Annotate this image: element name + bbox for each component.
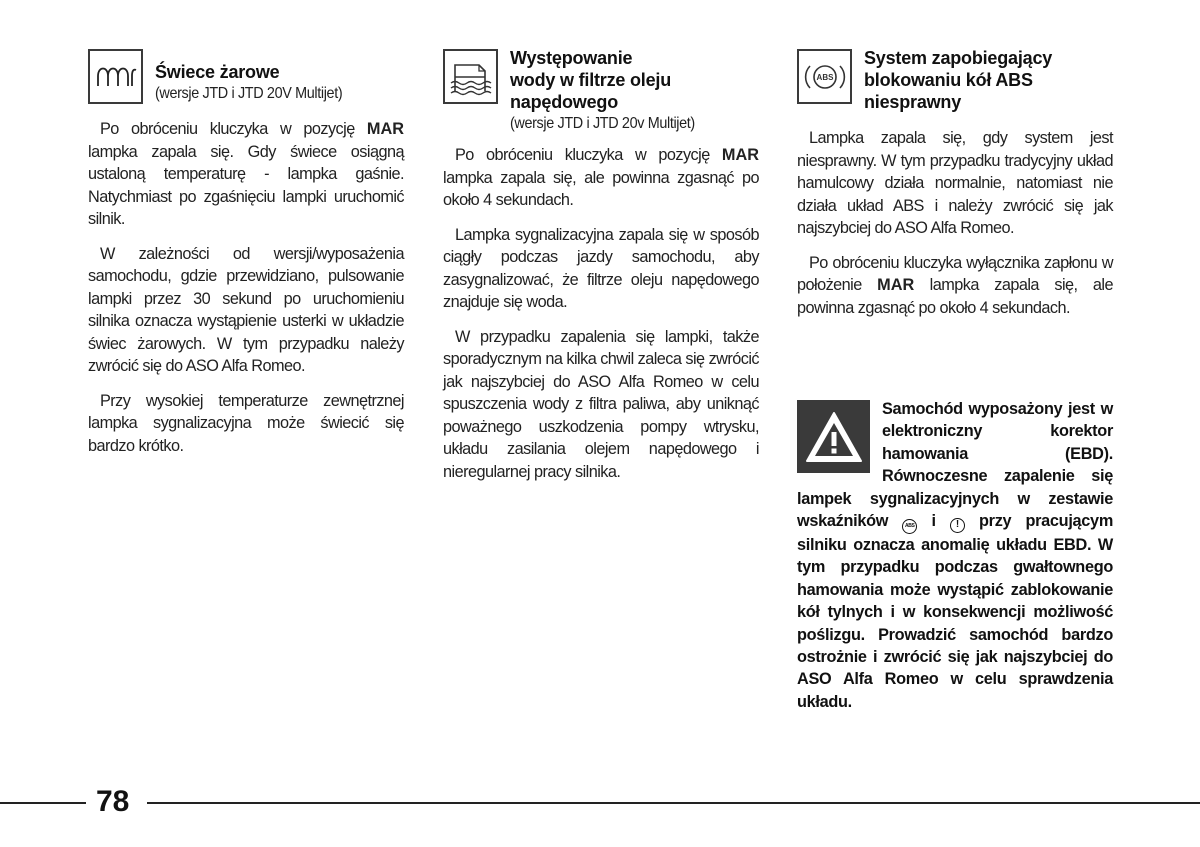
section-header	[797, 47, 1113, 113]
footer-rule-left	[0, 802, 86, 804]
section-abs-fault	[797, 47, 1113, 331]
abs-warning-icon	[797, 49, 852, 104]
section-header	[88, 47, 404, 104]
paragraph: Przy wysokiej temperaturze zewnętrznej lampka sygnalizacyjna może świecić się bardzo krótko.	[88, 391, 404, 455]
paragraph: Lampka zapala się, gdy system jest niesprawny. W tym przypadku tradycyjny układ hamulcowy działa normalnie, natomiast nie działa układ ABS i należy zwrócić się jak najszybciej do ASO Alfa Romeo.	[797, 129, 1113, 237]
section-title-line: napędowego	[510, 92, 619, 112]
brake-indicator-icon: !	[950, 518, 965, 533]
abs-indicator-icon: ABS	[902, 519, 917, 534]
section-title-line: blokowaniu kół ABS	[864, 70, 1033, 90]
paragraph: Po obróceniu kluczyka wyłącznika zapłonu w położenie MAR lampka zapala się, ale powinna zgasnąć po około 4 sekundach.	[797, 253, 1113, 317]
section-subtitle: (wersje JTD i JTD 20v Multijet)	[510, 115, 695, 132]
paragraph: W zależności od wersji/wyposażenia samochodu, gdzie przewidziano, pulsowanie lampki przez 30 sekund po uruchomieniu silnika oznacza wystąpienie usterki w układzie świec żarowych. W tym przypadku należy zwrócić się do ASO Alfa Romeo.	[88, 244, 404, 375]
section-title-line: niesprawny	[864, 92, 962, 112]
warning-text: Samochód wyposażony jest w elektroniczny korektor hamowania (EBD). Równoczesne zapalenie się lampek sygnalizacyjnych w zestawie wskaźników ABS i ! przy pracującym silniku oznacza anomalię układu EBD. W tym przypadku podczas gwałtownego hamowania może wystąpić zablokowanie kół tylnych i w konsekwencji możliwość poślizgu. Prowadzić samochód bardzo ostrożnie i zwrócić się jak najszybciej do ASO Alfa Romeo w celu sprawdzenia układu.	[797, 400, 1113, 711]
section-header	[443, 47, 759, 134]
section-glow-plugs	[88, 47, 404, 469]
section-title-line: wody w filtrze oleju	[510, 70, 672, 90]
glow-plug-icon	[88, 49, 143, 104]
section-title: Świece żarowe	[155, 62, 280, 82]
paragraph: W przypadku zapalenia się lampki, także sporadycznym na kilka chwil zaleca się zwrócić jak najszybciej do ASO Alfa Romeo w celu spuszczenia wody z filtra paliwa, aby uniknąć poważnego uszkodzenia pompy wtrysku, układu zasilania olejem napędowego i nieregularnej pracy silnika.	[443, 327, 759, 481]
water-in-fuel-filter-icon	[443, 49, 498, 104]
ebd-warning-note	[797, 398, 1113, 713]
warning-triangle-icon	[797, 400, 870, 473]
page-number: 78	[96, 785, 130, 818]
paragraph: Lampka sygnalizacyjna zapala się w sposób ciągły podczas jazdy samochodu, aby zasygnalizować, że filtrze oleju napędowego znajduje się woda.	[443, 225, 759, 311]
section-title-line: Występowanie	[510, 48, 633, 68]
paragraph: Po obróceniu kluczyka w pozycję MAR lampka zapala się. Gdy świece osiągną ustaloną temperaturę - lampka gaśnie. Natychmiast po zgaśnięciu lampki uruchomić silnik.	[88, 120, 404, 228]
section-title-line: System zapobiegający	[864, 48, 1053, 68]
section-subtitle: (wersje JTD i JTD 20V Multijet)	[155, 85, 343, 102]
svg-text:ABS: ABS	[816, 72, 833, 82]
footer-rule-right	[147, 802, 1200, 804]
section-water-in-filter	[443, 47, 759, 495]
paragraph: Po obróceniu kluczyka w pozycję MAR lampka zapala się, ale powinna zgasnąć po około 4 sekundach.	[443, 146, 759, 209]
